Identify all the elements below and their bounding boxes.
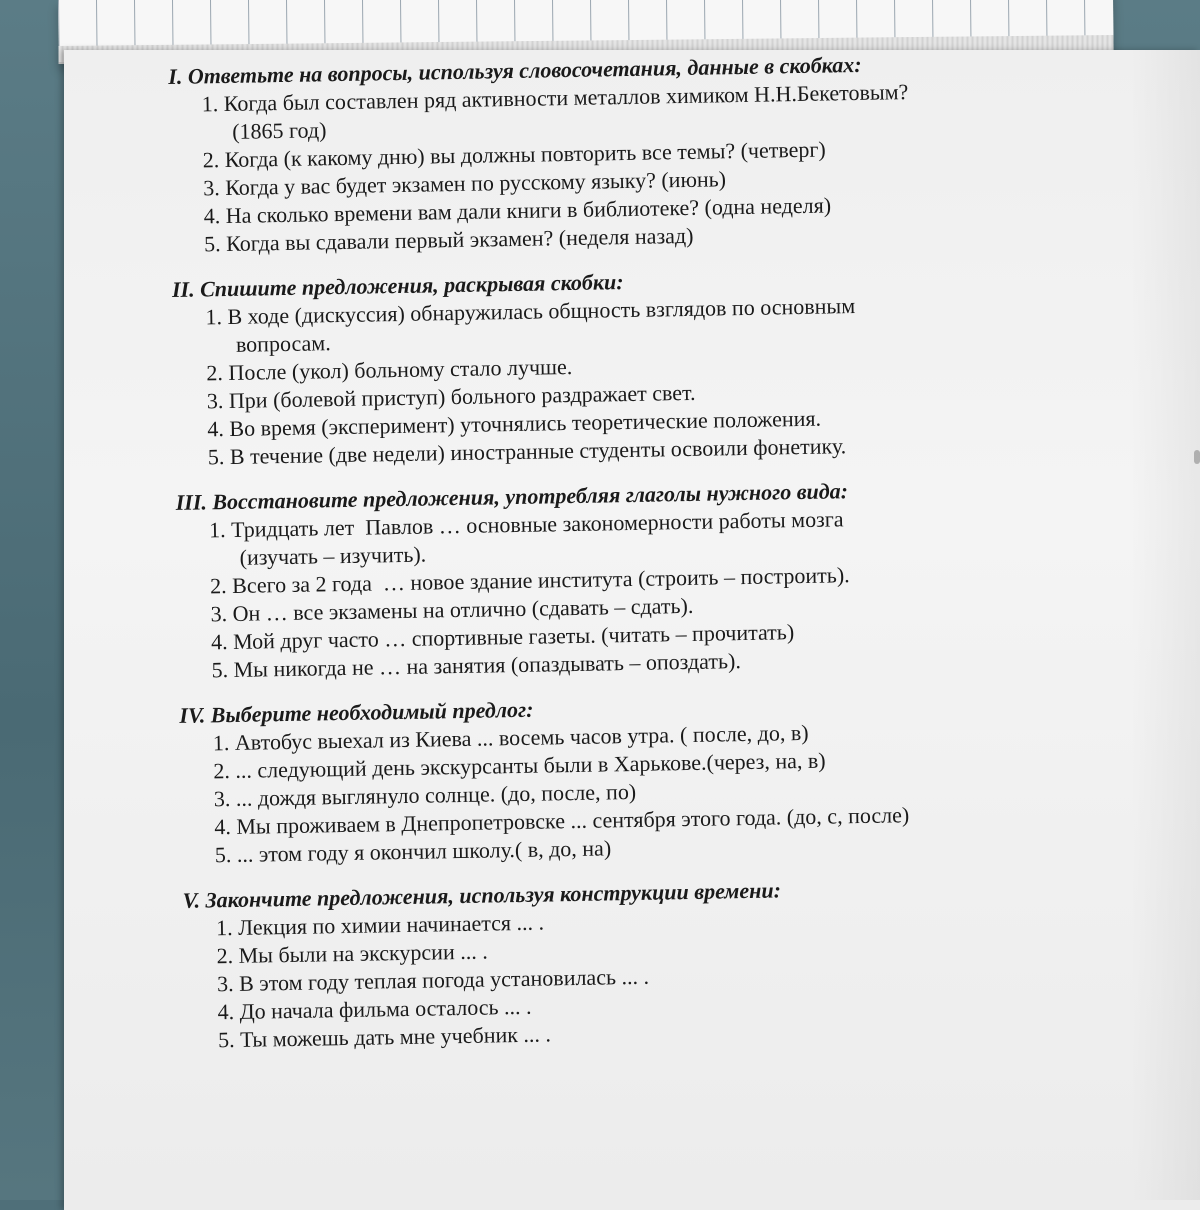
exercise-text: 4. Мы проживаем в Днепропетровске ... сентября этого года. (до, с, после): [214, 802, 910, 840]
exercise-list: [183, 899, 1085, 1055]
section-3: [175, 472, 1078, 685]
exercise-text: 4. На сколько времени вам дали книги в библиотеке? (одна неделя): [203, 192, 832, 229]
exercise-text: 2. Когда (к какому дню) вы должны повторить все темы? (четверг): [202, 136, 826, 173]
exercise-list: [176, 501, 1079, 685]
exercise-text: 5. ... этом году я окончил школу.( в, до, на): [214, 835, 612, 868]
exercise-text: 2. Всего за 2 года … новое здание института (строить – построить).: [209, 562, 850, 599]
paper-mark: [1194, 450, 1200, 464]
exercise-text: 4. Мой друг часто … спортивные газеты. (читать – прочитать): [210, 619, 795, 655]
exercise-text: 3. В этом году теплая погода установилась ... .: [216, 963, 650, 997]
section-2: [172, 259, 1075, 472]
exercise-text: 3. Он … все экзамены на отлично (сдавать – сдать).: [210, 592, 694, 627]
exercise-text: 1. Лекция по химии начинается ... .: [215, 909, 545, 941]
worksheet-content: [168, 46, 1085, 1071]
exercise-list: [180, 714, 1082, 870]
section-heading: III. Восстановите предложения, употребляя глаголы нужного вида:: [175, 478, 849, 515]
exercise-text: 3. ... дождя выглянуло солнце. (до, после, по): [213, 778, 637, 812]
exercise-text: 4. Во время (эксперимент) уточнялись теоретические положения.: [207, 405, 822, 442]
exercise-text: 5. Когда вы сдавали первый экзамен? (неделя назад): [203, 222, 694, 257]
section-heading: V. Закончите предложения, используя конструкции времени:: [182, 877, 782, 913]
exercise-text: 4. До начала фильма осталось ... .: [217, 993, 532, 1025]
exercise-text: 2. После (укол) больному стало лучше.: [206, 353, 573, 386]
exercise-text: 5. Мы никогда не … на занятия (опаздывать – опоздать).: [211, 648, 742, 683]
exercise-text: 1. Тридцать лет Павлов … основные закономерности работы мозга: [208, 506, 844, 543]
section-heading: IV. Выберите необходимый предлог:: [179, 696, 534, 728]
section-5: [182, 870, 1085, 1055]
exercise-continuation: (изучать – изучить).: [239, 541, 427, 570]
section-heading: II. Спишите предложения, раскрывая скобки:: [171, 269, 624, 302]
exercise-text: 2. Мы были на экскурсии ... .: [216, 938, 488, 969]
exercise-text: 5. Ты можешь дать мне учебник ... .: [217, 1021, 552, 1053]
exercise-list: [169, 75, 1072, 259]
section-4: [179, 685, 1082, 870]
exercise-text: 2. ... следующий день экскурсанты были в Харькове.(через, на, в): [213, 747, 826, 784]
section-1: [168, 46, 1071, 259]
exercise-continuation: вопросам.: [235, 330, 331, 357]
exercise-text: 1. Когда был составлен ряд активности металлов химиком Н.Н.Бекетовым?: [201, 79, 909, 117]
exercise-text: 1. В ходе (дискуссия) обнаружилась общность взглядов по основным: [205, 293, 856, 330]
exercise-text: 3. При (болевой приступ) больного раздражает свет.: [206, 379, 696, 414]
section-heading: I. Ответьте на вопросы, используя словосочетания, данные в скобках:: [168, 51, 862, 89]
exercise-text: 3. Когда у вас будет экзамен по русскому языку? (июнь): [202, 166, 727, 201]
exercise-text: 1. Автобус выехал из Киева ... восемь часов утра. ( после, до, в): [212, 719, 809, 756]
exercise-continuation: (1865 год): [232, 117, 327, 144]
exercise-text: 5. В течение (две недели) иностранные студенты освоили фонетику.: [207, 433, 847, 470]
exercise-list: [172, 288, 1075, 472]
